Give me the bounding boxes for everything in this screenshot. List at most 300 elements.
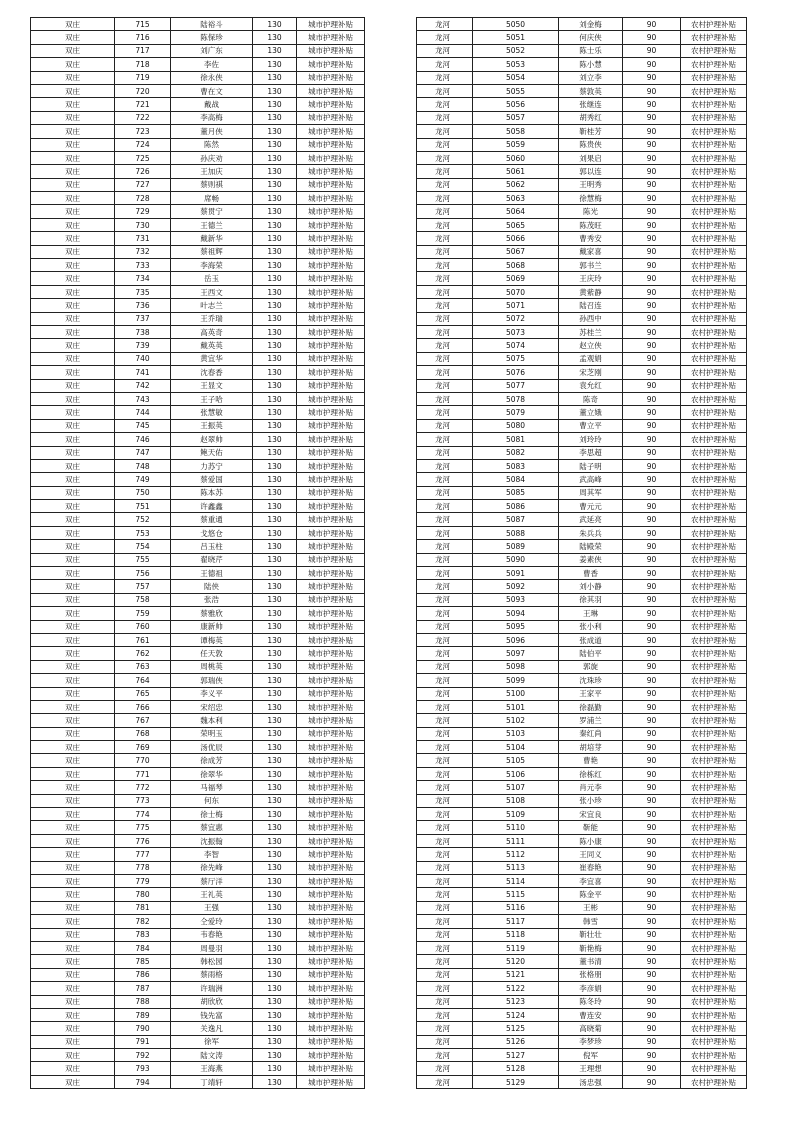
region-cell: 双庄: [31, 995, 115, 1008]
name-cell: 高晓菊: [559, 1022, 623, 1035]
region-cell: 龙河: [417, 98, 473, 111]
name-cell: 蔡则祺: [171, 178, 253, 191]
type-cell: 农村护理补贴: [681, 1035, 747, 1048]
name-cell: 张继连: [559, 98, 623, 111]
amount-cell: 90: [623, 687, 681, 700]
type-cell: 农村护理补贴: [681, 18, 747, 31]
name-cell: 王振英: [171, 419, 253, 432]
type-cell: 农村护理补贴: [681, 366, 747, 379]
name-cell: 陈小慧: [559, 58, 623, 71]
type-cell: 农村护理补贴: [681, 700, 747, 713]
amount-cell: 130: [253, 741, 297, 754]
table-row: [31, 781, 365, 794]
table-row: [31, 205, 365, 218]
id-cell: 5070: [473, 285, 559, 298]
id-cell: 5067: [473, 245, 559, 258]
id-cell: 771: [115, 767, 171, 780]
region-cell: 龙河: [417, 781, 473, 794]
region-cell: 龙河: [417, 794, 473, 807]
type-cell: 农村护理补贴: [681, 567, 747, 580]
type-cell: 城市护理补贴: [297, 352, 365, 365]
region-cell: 龙河: [417, 325, 473, 338]
type-cell: 农村护理补贴: [681, 687, 747, 700]
id-cell: 5114: [473, 875, 559, 888]
table-row: [31, 218, 365, 231]
id-cell: 758: [115, 593, 171, 606]
table-row: [31, 352, 365, 365]
type-cell: 农村护理补贴: [681, 901, 747, 914]
region-cell: 双庄: [31, 165, 115, 178]
region-cell: 双庄: [31, 245, 115, 258]
table-row: [417, 259, 747, 272]
type-cell: 农村护理补贴: [681, 660, 747, 673]
region-cell: 双庄: [31, 968, 115, 981]
id-cell: 783: [115, 928, 171, 941]
id-cell: 5118: [473, 928, 559, 941]
id-cell: 5078: [473, 392, 559, 405]
table-row: [417, 165, 747, 178]
name-cell: 戴新华: [171, 232, 253, 245]
amount-cell: 130: [253, 245, 297, 258]
region-cell: 双庄: [31, 620, 115, 633]
name-cell: 陈光: [559, 205, 623, 218]
amount-cell: 90: [623, 808, 681, 821]
table-row: [31, 901, 365, 914]
region-cell: 双庄: [31, 312, 115, 325]
amount-cell: 130: [253, 580, 297, 593]
amount-cell: 90: [623, 71, 681, 84]
amount-cell: 130: [253, 982, 297, 995]
amount-cell: 90: [623, 647, 681, 660]
type-cell: 城市护理补贴: [297, 968, 365, 981]
name-cell: 高英奇: [171, 325, 253, 338]
id-cell: 716: [115, 31, 171, 44]
amount-cell: 130: [253, 459, 297, 472]
id-cell: 5123: [473, 995, 559, 1008]
amount-cell: 90: [623, 593, 681, 606]
name-cell: 丁靖轩: [171, 1075, 253, 1088]
region-cell: 双庄: [31, 808, 115, 821]
type-cell: 农村护理补贴: [681, 272, 747, 285]
amount-cell: 90: [623, 526, 681, 539]
id-cell: 742: [115, 379, 171, 392]
id-cell: 5068: [473, 259, 559, 272]
region-cell: 双庄: [31, 700, 115, 713]
name-cell: 曹秀安: [559, 232, 623, 245]
name-cell: 蔡敦英: [559, 84, 623, 97]
id-cell: 746: [115, 433, 171, 446]
amount-cell: 90: [623, 861, 681, 874]
name-cell: 罗浦兰: [559, 714, 623, 727]
amount-cell: 130: [253, 526, 297, 539]
table-row: [417, 700, 747, 713]
id-cell: 5094: [473, 607, 559, 620]
table-row: [417, 1049, 747, 1062]
type-cell: 农村护理补贴: [681, 339, 747, 352]
amount-cell: 90: [623, 821, 681, 834]
type-cell: 农村护理补贴: [681, 192, 747, 205]
name-cell: 李义平: [171, 687, 253, 700]
id-cell: 5125: [473, 1022, 559, 1035]
type-cell: 城市护理补贴: [297, 98, 365, 111]
id-cell: 770: [115, 754, 171, 767]
table-row: [417, 218, 747, 231]
name-cell: 沈珠珍: [559, 674, 623, 687]
name-cell: 曹在文: [171, 84, 253, 97]
id-cell: 721: [115, 98, 171, 111]
id-cell: 794: [115, 1075, 171, 1088]
name-cell: 李智: [171, 848, 253, 861]
id-cell: 5096: [473, 633, 559, 646]
id-cell: 737: [115, 312, 171, 325]
table-row: [31, 1062, 365, 1075]
id-cell: 5086: [473, 500, 559, 513]
region-cell: 龙河: [417, 366, 473, 379]
table-row: [417, 955, 747, 968]
name-cell: 刘玲玲: [559, 433, 623, 446]
region-cell: 双庄: [31, 875, 115, 888]
type-cell: 城市护理补贴: [297, 1035, 365, 1048]
name-cell: 武高峰: [559, 473, 623, 486]
amount-cell: 130: [253, 446, 297, 459]
amount-cell: 130: [253, 325, 297, 338]
table-row: [31, 968, 365, 981]
id-cell: 738: [115, 325, 171, 338]
region-cell: 双庄: [31, 98, 115, 111]
region-cell: 龙河: [417, 674, 473, 687]
name-cell: 曹立平: [559, 419, 623, 432]
amount-cell: 130: [253, 285, 297, 298]
amount-cell: 130: [253, 821, 297, 834]
amount-cell: 90: [623, 1075, 681, 1088]
table-row: [417, 71, 747, 84]
name-cell: 陆殿荣: [559, 540, 623, 553]
amount-cell: 90: [623, 540, 681, 553]
name-cell: 陈奇: [559, 392, 623, 405]
name-cell: 许鑫鑫: [171, 500, 253, 513]
amount-cell: 130: [253, 861, 297, 874]
region-cell: 龙河: [417, 245, 473, 258]
table-row: [417, 325, 747, 338]
id-cell: 772: [115, 781, 171, 794]
type-cell: 农村护理补贴: [681, 1062, 747, 1075]
name-cell: 岳玉: [171, 272, 253, 285]
amount-cell: 130: [253, 781, 297, 794]
name-cell: 郭瑞侠: [171, 674, 253, 687]
name-cell: 黄紫静: [559, 285, 623, 298]
name-cell: 王加庆: [171, 165, 253, 178]
region-cell: 龙河: [417, 526, 473, 539]
name-cell: 王子哈: [171, 392, 253, 405]
table-row: [417, 406, 747, 419]
table-row: [31, 714, 365, 727]
table-row: [31, 660, 365, 673]
region-cell: 双庄: [31, 366, 115, 379]
region-cell: 双庄: [31, 339, 115, 352]
type-cell: 城市护理补贴: [297, 714, 365, 727]
name-cell: 胡秀红: [559, 111, 623, 124]
table-row: [31, 754, 365, 767]
region-cell: 龙河: [417, 1062, 473, 1075]
table-row: [31, 178, 365, 191]
type-cell: 城市护理补贴: [297, 218, 365, 231]
id-cell: 5092: [473, 580, 559, 593]
table-row: [417, 98, 747, 111]
type-cell: 城市护理补贴: [297, 18, 365, 31]
type-cell: 城市护理补贴: [297, 660, 365, 673]
id-cell: 720: [115, 84, 171, 97]
table-row: [31, 700, 365, 713]
type-cell: 农村护理补贴: [681, 620, 747, 633]
table-row: [31, 888, 365, 901]
region-cell: 龙河: [417, 553, 473, 566]
id-cell: 757: [115, 580, 171, 593]
id-cell: 5126: [473, 1035, 559, 1048]
region-cell: 双庄: [31, 861, 115, 874]
amount-cell: 90: [623, 567, 681, 580]
table-row: [31, 98, 365, 111]
table-row: [31, 540, 365, 553]
region-cell: 龙河: [417, 808, 473, 821]
table-row: [417, 821, 747, 834]
region-cell: 双庄: [31, 473, 115, 486]
type-cell: 农村护理补贴: [681, 808, 747, 821]
id-cell: 793: [115, 1062, 171, 1075]
region-cell: 龙河: [417, 754, 473, 767]
region-cell: 龙河: [417, 888, 473, 901]
type-cell: 城市护理补贴: [297, 500, 365, 513]
amount-cell: 90: [623, 995, 681, 1008]
id-cell: 792: [115, 1049, 171, 1062]
name-cell: 何东: [171, 794, 253, 807]
amount-cell: 130: [253, 834, 297, 847]
name-cell: 王庆玲: [559, 272, 623, 285]
amount-cell: 90: [623, 875, 681, 888]
type-cell: 城市护理补贴: [297, 821, 365, 834]
type-cell: 城市护理补贴: [297, 245, 365, 258]
id-cell: 753: [115, 526, 171, 539]
type-cell: 城市护理补贴: [297, 982, 365, 995]
type-cell: 城市护理补贴: [297, 808, 365, 821]
region-cell: 双庄: [31, 540, 115, 553]
amount-cell: 90: [623, 580, 681, 593]
region-cell: 龙河: [417, 285, 473, 298]
id-cell: 5111: [473, 834, 559, 847]
name-cell: 徐慧梅: [559, 192, 623, 205]
id-cell: 5074: [473, 339, 559, 352]
region-cell: 龙河: [417, 1035, 473, 1048]
region-cell: 龙河: [417, 580, 473, 593]
name-cell: 仝爱玲: [171, 915, 253, 928]
name-cell: 许瑞洲: [171, 982, 253, 995]
table-row: [417, 620, 747, 633]
table-row: [417, 285, 747, 298]
table-row: [417, 1062, 747, 1075]
name-cell: 李梦珍: [559, 1035, 623, 1048]
type-cell: 城市护理补贴: [297, 647, 365, 660]
id-cell: 5099: [473, 674, 559, 687]
name-cell: 靳壮壮: [559, 928, 623, 941]
region-cell: 龙河: [417, 915, 473, 928]
type-cell: 农村护理补贴: [681, 941, 747, 954]
name-cell: 胡培芽: [559, 741, 623, 754]
type-cell: 农村护理补贴: [681, 526, 747, 539]
region-cell: 龙河: [417, 620, 473, 633]
region-cell: 龙河: [417, 138, 473, 151]
name-cell: 蔡重通: [171, 513, 253, 526]
type-cell: 农村护理补贴: [681, 84, 747, 97]
name-cell: 张浩: [171, 593, 253, 606]
table-row: [31, 794, 365, 807]
region-cell: 双庄: [31, 580, 115, 593]
name-cell: 马福琴: [171, 781, 253, 794]
id-cell: 776: [115, 834, 171, 847]
name-cell: 王明秀: [559, 178, 623, 191]
type-cell: 农村护理补贴: [681, 433, 747, 446]
amount-cell: 130: [253, 31, 297, 44]
amount-cell: 130: [253, 192, 297, 205]
id-cell: 740: [115, 352, 171, 365]
amount-cell: 90: [623, 1049, 681, 1062]
name-cell: 王西文: [171, 285, 253, 298]
table-row: [31, 1008, 365, 1021]
type-cell: 农村护理补贴: [681, 955, 747, 968]
table-row: [31, 808, 365, 821]
table-row: [417, 794, 747, 807]
name-cell: 蔡厅洋: [171, 875, 253, 888]
region-cell: 双庄: [31, 727, 115, 740]
table-row: [31, 459, 365, 472]
type-cell: 城市护理补贴: [297, 781, 365, 794]
name-cell: 李海荣: [171, 259, 253, 272]
id-cell: 747: [115, 446, 171, 459]
name-cell: 董书清: [559, 955, 623, 968]
type-cell: 农村护理补贴: [681, 312, 747, 325]
id-cell: 5089: [473, 540, 559, 553]
amount-cell: 90: [623, 848, 681, 861]
amount-cell: 130: [253, 767, 297, 780]
table-row: [31, 84, 365, 97]
region-cell: 双庄: [31, 941, 115, 954]
amount-cell: 130: [253, 1075, 297, 1088]
region-cell: 双庄: [31, 299, 115, 312]
table-row: [417, 928, 747, 941]
table-row: [31, 58, 365, 71]
name-cell: 关逸凡: [171, 1022, 253, 1035]
id-cell: 5091: [473, 567, 559, 580]
table-row: [417, 660, 747, 673]
name-cell: 蔡贯宁: [171, 205, 253, 218]
amount-cell: 130: [253, 955, 297, 968]
region-cell: 龙河: [417, 928, 473, 941]
amount-cell: 90: [623, 419, 681, 432]
table-row: [417, 1075, 747, 1088]
amount-cell: 130: [253, 633, 297, 646]
table-row: [417, 366, 747, 379]
region-cell: 龙河: [417, 567, 473, 580]
id-cell: 5079: [473, 406, 559, 419]
amount-cell: 90: [623, 968, 681, 981]
type-cell: 农村护理补贴: [681, 1049, 747, 1062]
type-cell: 城市护理补贴: [297, 339, 365, 352]
region-cell: 龙河: [417, 633, 473, 646]
table-row: [31, 339, 365, 352]
id-cell: 773: [115, 794, 171, 807]
amount-cell: 90: [623, 138, 681, 151]
region-cell: 双庄: [31, 406, 115, 419]
id-cell: 731: [115, 232, 171, 245]
name-cell: 陈金平: [559, 888, 623, 901]
id-cell: 775: [115, 821, 171, 834]
id-cell: 5093: [473, 593, 559, 606]
type-cell: 城市护理补贴: [297, 232, 365, 245]
name-cell: 王显文: [171, 379, 253, 392]
table-row: [31, 1022, 365, 1035]
region-cell: 双庄: [31, 741, 115, 754]
amount-cell: 90: [623, 352, 681, 365]
region-cell: 双庄: [31, 419, 115, 432]
region-cell: 双庄: [31, 111, 115, 124]
amount-cell: 90: [623, 834, 681, 847]
table-row: [31, 915, 365, 928]
type-cell: 城市护理补贴: [297, 1022, 365, 1035]
name-cell: 王家平: [559, 687, 623, 700]
region-cell: 龙河: [417, 700, 473, 713]
table-row: [417, 44, 747, 57]
table-row: [31, 727, 365, 740]
id-cell: 5098: [473, 660, 559, 673]
table-row: [417, 446, 747, 459]
table-row: [417, 995, 747, 1008]
type-cell: 城市护理补贴: [297, 633, 365, 646]
region-cell: 双庄: [31, 647, 115, 660]
type-cell: 农村护理补贴: [681, 875, 747, 888]
name-cell: 姜素侠: [559, 553, 623, 566]
name-cell: 董立娥: [559, 406, 623, 419]
type-cell: 城市护理补贴: [297, 379, 365, 392]
id-cell: 5063: [473, 192, 559, 205]
type-cell: 农村护理补贴: [681, 647, 747, 660]
name-cell: 荣明玉: [171, 727, 253, 740]
id-cell: 5115: [473, 888, 559, 901]
id-cell: 726: [115, 165, 171, 178]
region-cell: 龙河: [417, 84, 473, 97]
region-cell: 龙河: [417, 995, 473, 1008]
amount-cell: 130: [253, 687, 297, 700]
name-cell: 蔡宜惠: [171, 821, 253, 834]
type-cell: 城市护理补贴: [297, 84, 365, 97]
name-cell: 沈春香: [171, 366, 253, 379]
type-cell: 城市护理补贴: [297, 71, 365, 84]
amount-cell: 130: [253, 513, 297, 526]
id-cell: 5076: [473, 366, 559, 379]
name-cell: 谭梅英: [171, 633, 253, 646]
region-cell: 龙河: [417, 44, 473, 57]
amount-cell: 90: [623, 1062, 681, 1075]
amount-cell: 130: [253, 540, 297, 553]
id-cell: 734: [115, 272, 171, 285]
region-cell: 龙河: [417, 901, 473, 914]
region-cell: 龙河: [417, 205, 473, 218]
region-cell: 龙河: [417, 982, 473, 995]
region-cell: 龙河: [417, 111, 473, 124]
amount-cell: 130: [253, 392, 297, 405]
amount-cell: 130: [253, 312, 297, 325]
name-cell: 王乔瑞: [171, 312, 253, 325]
name-cell: 刘广东: [171, 44, 253, 57]
table-row: [417, 727, 747, 740]
name-cell: 陈贵侠: [559, 138, 623, 151]
